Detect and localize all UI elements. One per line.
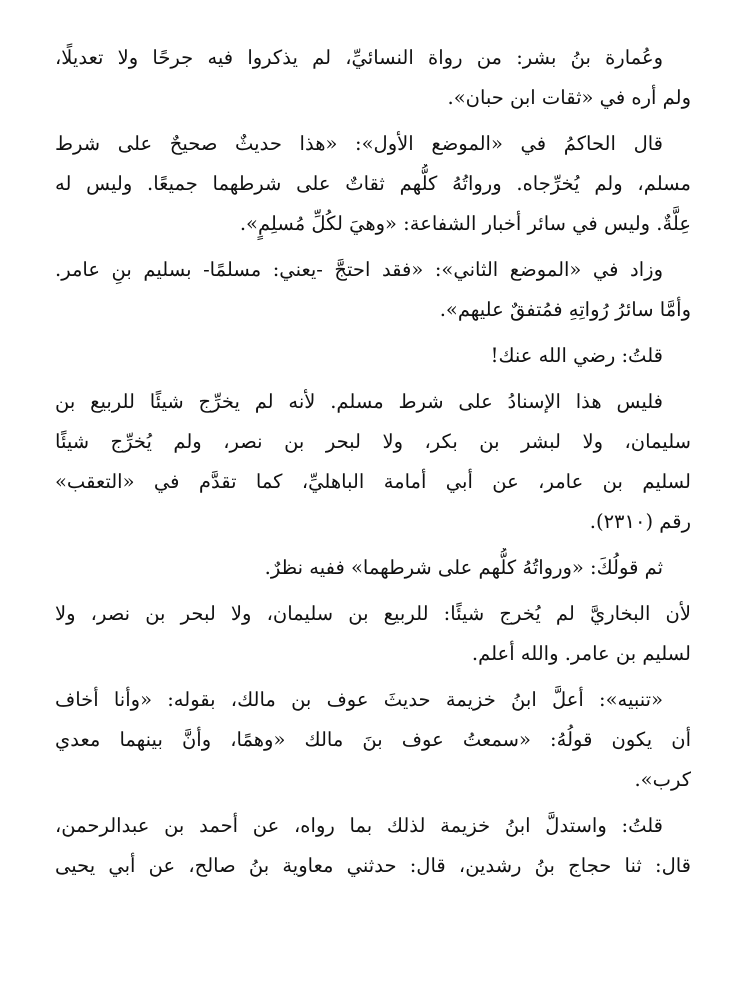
text-line: أن يكون قولُهُ: «سمعتُ عوف بنَ مالك «وهمًا، وأنَّ بينهما معدي [55, 728, 691, 751]
text-line: وزاد في «الموضع الثاني»: «فقد احتجَّ -يعني: مسلمًا- بسليم بنِ عامر. [55, 258, 663, 281]
text-line: مسلم، ولم يُخرِّجاه. ورواتُهُ كلُّهم ثقاتٌ على شرطهما جميعًا. وليس له [55, 172, 691, 195]
text-line: وأمَّا سائرُ رُواتِهِ فمُتفقٌ عليهم». [439, 298, 691, 321]
text-line: كرب». [634, 768, 691, 791]
text-line: سليمان، ولا لبشر بن بكر، ولا لبحر بن نصر، ولم يُخرِّج شيئًا [55, 430, 691, 453]
text-line: لأن البخاريَّ لم يُخرج شيئًا: للربيع بن سليمان، ولا لبحر بن نصر، ولا [55, 602, 691, 625]
text-line: قلتُ: واستدلَّ ابنُ خزيمة لذلك بما رواه، عن أحمد بن عبدالرحمن، [55, 814, 663, 837]
text-line: قال الحاكمُ في «الموضع الأول»: «هذا حديثٌ صحيحٌ على شرط [55, 132, 663, 155]
paragraph [55, 124, 691, 244]
text-line: وعُمارة بنُ بشر: من رواة النسائيِّ، لم يذكروا فيه جرحًا ولا تعديلًا، [55, 46, 663, 69]
text-line: «تنبيه»: أعلَّ ابنُ خزيمة حديثَ عوف بن مالك، بقوله: «وأنا أخاف [55, 688, 663, 711]
paragraph [55, 548, 691, 588]
paragraph [55, 38, 691, 118]
text-line: لسليم بن عامر. والله أعلم. [471, 642, 691, 665]
text-line: عِلَّةٌ. وليس في سائر أخبار الشفاعة: «وهيَ لكُلِّ مُسلِمٍ». [239, 212, 691, 235]
text-line: ثم قولُكَ: «ورواتُهُ كلُّهم على شرطهما» ففيه نظرٌ. [264, 556, 663, 579]
paragraph [55, 336, 691, 376]
paragraph [55, 806, 691, 886]
text-line: قال: ثنا حجاج بنُ رشدين، قال: حدثني معاوية بنُ صالح، عن أبي يحيى [55, 854, 691, 877]
document-page [55, 38, 691, 892]
paragraph [55, 250, 691, 330]
text-line: رقم (٢٣١٠). [589, 510, 691, 533]
paragraph [55, 594, 691, 674]
text-line: فليس هذا الإسنادُ على شرط مسلم. لأنه لم يخرِّج شيئًا للربيع بن [55, 390, 663, 413]
paragraph [55, 382, 691, 542]
text-line: ولم أره في «ثقات ابن حبان». [447, 86, 691, 109]
text-line: لسليم بن عامر، عن أبي أمامة الباهليِّ، كما تقدَّم في «التعقب» [55, 470, 691, 493]
paragraph [55, 680, 691, 800]
text-line: قلتُ: رضي الله عنك! [490, 344, 663, 367]
